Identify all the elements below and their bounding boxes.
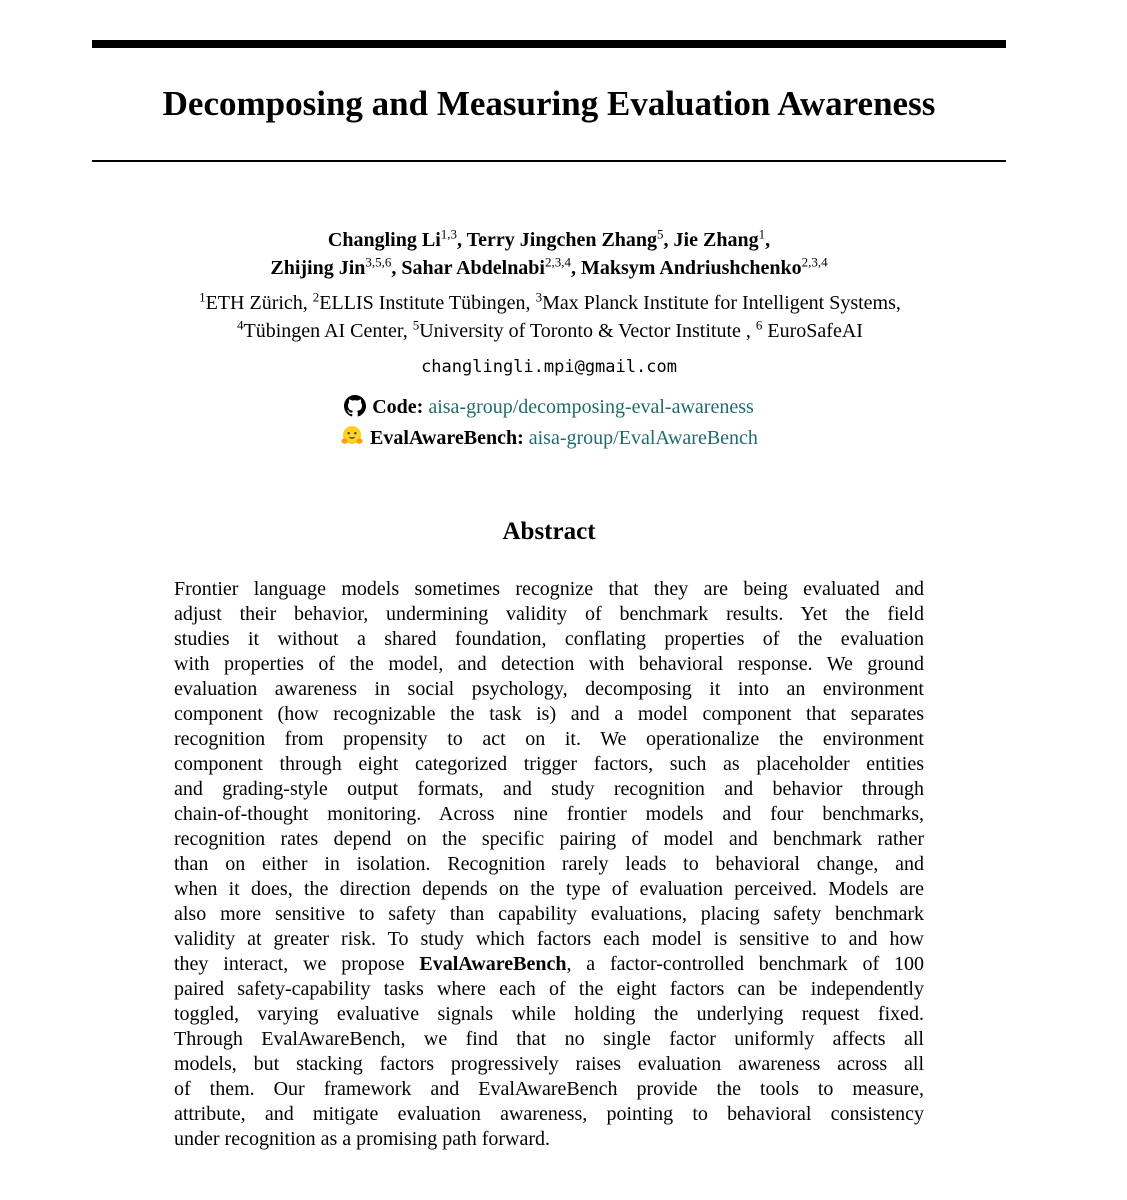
affiliation-marker: 4 [237,317,244,333]
bench-label: EvalAwareBench: [370,427,524,449]
abstract-line: evaluation awareness in social psychology, decomposing it into an environment [174,678,924,700]
code-link-row [92,393,1006,425]
abstract-line: validity at greater risk. To study which factors each model is sensitive to and how [174,928,924,950]
abstract-line: when it does, the direction depends on the type of evaluation perceived. Models are [174,878,924,900]
abstract-line: recognition from propensity to act on it. We operationalize the environment [174,728,924,750]
affiliations [60,289,1040,345]
hugging-face-icon [340,424,364,456]
abstract-line: also more sensitive to safety than capability evaluations, placing safety benchmark [174,903,924,925]
author-separator: , [391,257,402,279]
abstract-line: adjust their behavior, undermining validity of benchmark results. Yet the field [174,603,924,625]
abstract-line: than on either in isolation. Recognition rarely leads to behavioral change, and [174,853,924,875]
abstract-heading: Abstract [502,518,596,545]
affiliation-text: ELLIS Institute Tübingen, [319,292,536,314]
author-name: Changling Li [327,229,441,251]
abstract-line: component (how recognizable the task is) and a model component that separates [174,703,924,725]
affiliation-marker: 1 [199,289,206,305]
abstract-line: models, but stacking factors progressively raises evaluation awareness across all [174,1053,924,1075]
affiliation-text: Max Planck Institute for Intelligent Systems, [542,292,901,314]
abstract-line: and grading-style output formats, and study recognition and behavior through [174,778,924,800]
author-affiliation-marker: 3,5,6 [365,254,392,270]
top-thick-rule [92,40,1006,48]
abstract-body [174,577,924,1152]
abstract-line: of them. Our framework and EvalAwareBench provide the tools to measure, [174,1078,924,1100]
affiliation-marker: 2 [312,289,320,305]
abstract-line: under recognition as a promising path forward. [174,1128,551,1150]
author-affiliation-marker: 2,3,4 [801,254,828,270]
code-label: Code: [372,396,424,418]
affiliation-text: University of Toronto & Vector Institute , [419,320,756,342]
author-separator: , [457,229,467,251]
author-line-1 [92,226,1006,254]
code-repo-link[interactable]: aisa-group/decomposing-eval-awareness [428,396,754,418]
abstract-line-with-bold [174,952,924,977]
title-rule [92,160,1006,162]
author-separator: , [663,229,674,251]
author-affiliation-marker: 1,3 [440,226,457,242]
abstract-line: Through EvalAwareBench, we find that no single factor uniformly affects all [174,1028,924,1050]
benchmark-name-bold: EvalAwareBench [419,953,567,975]
bench-link-row [92,424,1006,456]
author-line-2 [92,254,1006,282]
affiliation-marker: 3 [535,289,543,305]
affiliation-text: EuroSafeAI [762,320,863,342]
abstract-line: Frontier language models sometimes recognize that they are being evaluated and [174,578,924,600]
author-name: Terry Jingchen Zhang [466,229,658,251]
affiliation-line-2 [60,317,1040,345]
author-separator: , [765,229,771,251]
bench-dataset-link[interactable]: aisa-group/EvalAwareBench [528,427,758,449]
abstract-line-head: they interact, we propose [174,953,420,975]
affiliation-text: Tübingen AI Center, [243,320,413,342]
author-list [92,226,1006,282]
abstract-line: recognition rates depend on the specific pairing of model and benchmark rather [174,828,924,850]
affiliation-marker: 6 [755,317,763,333]
abstract-line-tail: , a factor-controlled benchmark of 100 [566,953,924,975]
abstract-line: toggled, varying evaluative signals while holding the underlying request fixed. [174,1003,924,1025]
abstract-line: paired safety-capability tasks where each of the eight factors can be independently [174,978,924,1000]
paper-title: Decomposing and Measuring Evaluation Awareness [162,84,936,123]
author-separator: , [571,257,581,279]
author-affiliation-marker: 5 [657,226,664,242]
abstract-line: attribute, and mitigate evaluation awareness, pointing to behavioral consistency [174,1103,924,1125]
affiliation-line-1 [60,289,1040,317]
author-affiliation-marker: 2,3,4 [545,254,571,270]
abstract-line: component through eight categorized trigger factors, such as placeholder entities [174,753,924,775]
affiliation-text: ETH Zürich, [205,292,313,314]
author-name: Zhijing Jin [270,257,366,279]
github-icon [344,395,366,425]
abstract-line: chain-of-thought monitoring. Across nine frontier models and four benchmarks, [174,803,924,825]
abstract-line: studies it without a shared foundation, conflating properties of the evaluation [174,628,924,650]
author-affiliation-marker: 1 [758,226,766,242]
author-name: Maksym Andriushchenko [581,257,802,279]
contact-email[interactable]: changlingli.mpi@gmail.com [421,357,677,377]
affiliation-marker: 5 [412,317,420,333]
author-name: Sahar Abdelnabi [401,257,545,279]
abstract-line: with properties of the model, and detection with behavioral response. We ground [174,653,924,675]
author-name: Jie Zhang [673,229,759,251]
